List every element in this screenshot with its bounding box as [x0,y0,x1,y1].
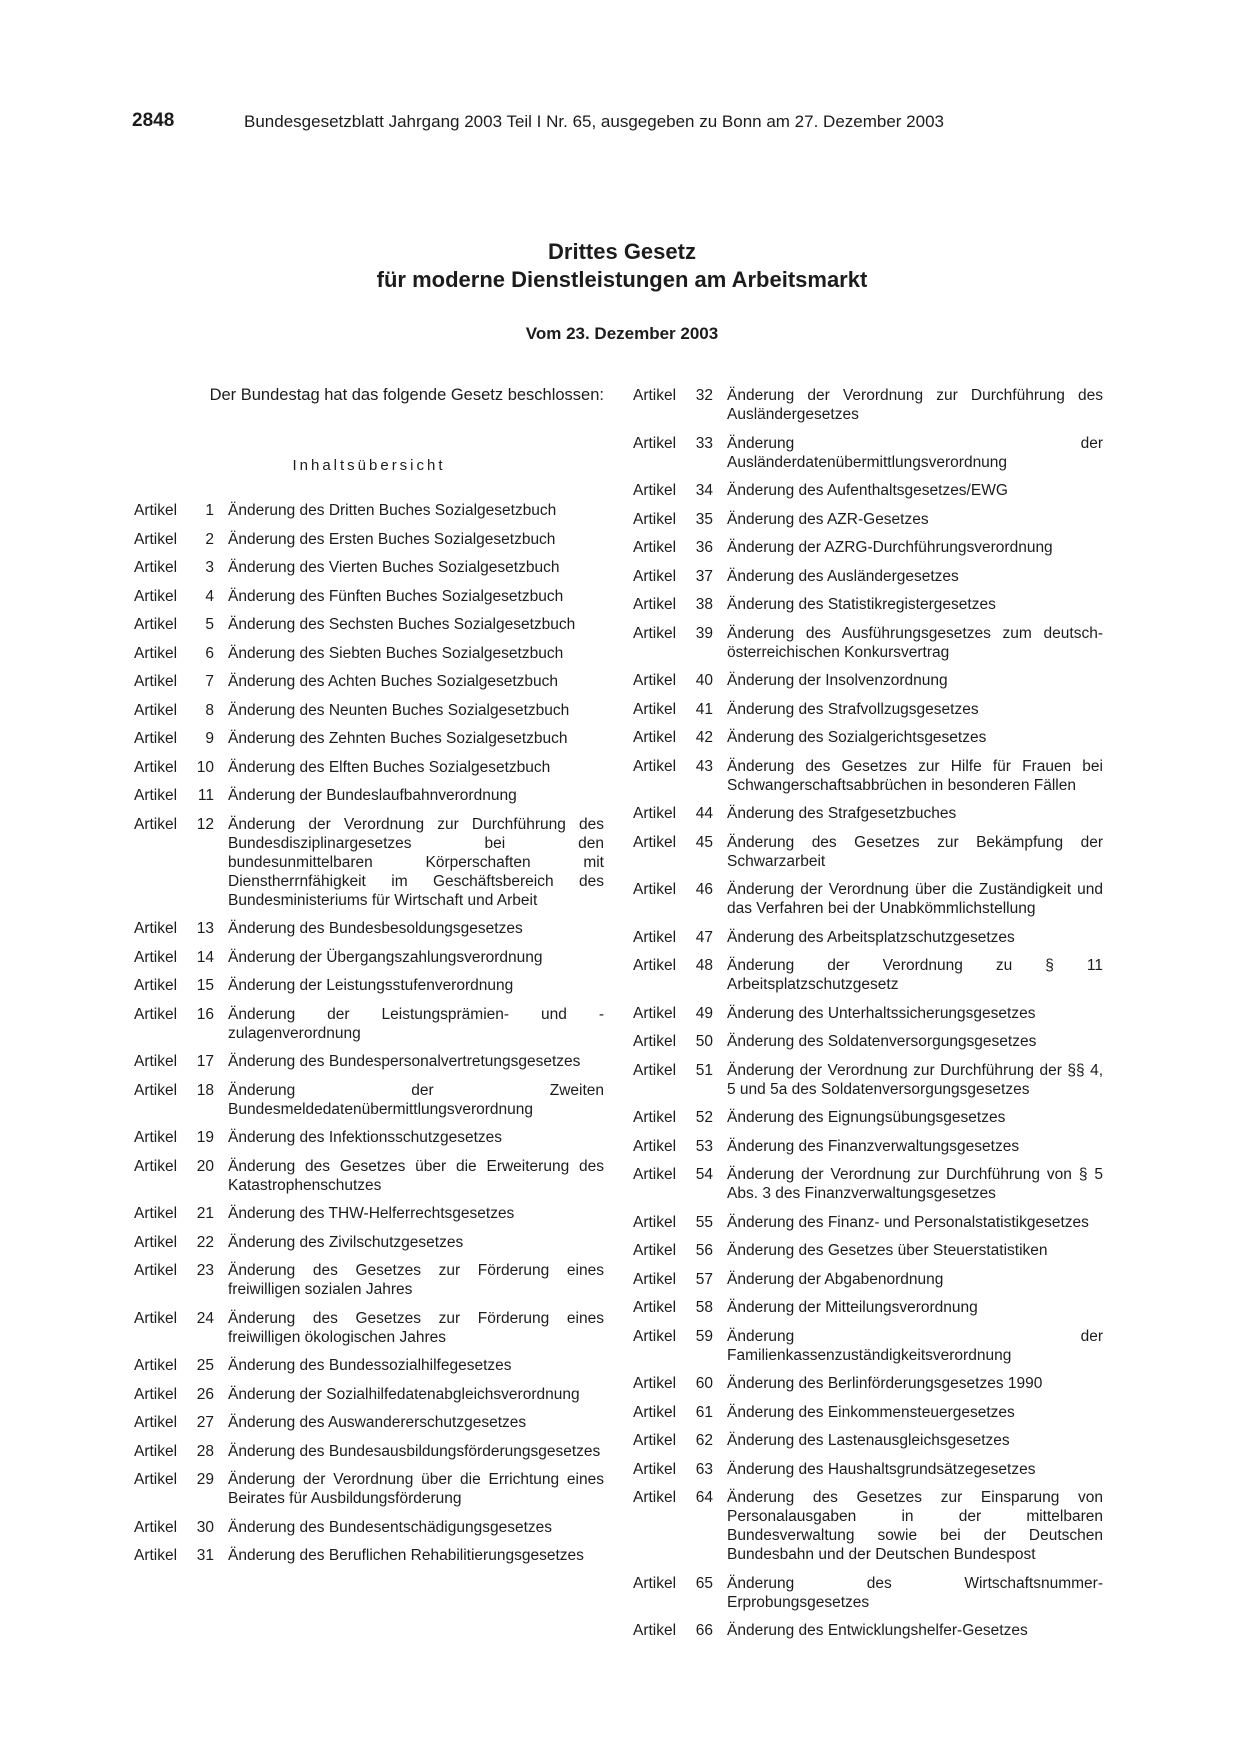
article-entry [633,956,1103,994]
article-entry [134,919,604,938]
article-entry [134,615,604,634]
article-title: Änderung des Gesetzes über die Erweiterung des Katastrophenschutzes [228,1157,604,1194]
article-title: Änderung der Bundeslaufbahnverordnung [228,787,517,804]
article-number: 51 [695,1061,713,1079]
article-title: Änderung der Insolvenzordnung [727,672,948,689]
article-label: Artikel [134,1081,178,1099]
article-title: Änderung des Fünften Buches Sozialgesetzbuch [228,587,564,605]
article-entry [633,1374,1103,1393]
article-number: 55 [695,1213,713,1231]
law-title-line-1: Drittes Gesetz [548,239,696,264]
article-entry [134,786,604,805]
article-entry [134,1385,604,1404]
article-label: Artikel [633,881,677,898]
article-label: Artikel [633,672,677,689]
article-title: Änderung des Dritten Buches Sozialgesetzbuch [228,502,557,519]
article-title: Änderung der Abgabenordnung [727,1270,944,1288]
article-title: Änderung des AZR-Gesetzes [727,510,929,528]
article-label: Artikel [134,1414,178,1431]
article-number: 48 [695,957,713,974]
article-label: Artikel [134,1005,178,1023]
article-entry [134,1309,604,1347]
article-label: Artikel [134,1157,178,1175]
article-title: Änderung der Zweiten Bundesmeldedatenübermittlungsverordnung [228,1081,604,1118]
article-label: Artikel [134,1309,178,1327]
article-number: 30 [196,1518,214,1536]
article-number: 10 [196,758,214,776]
article-entry [134,976,604,995]
article-entry [633,1460,1103,1479]
article-entry [633,1403,1103,1422]
article-title: Änderung des THW-Helferrechtsgesetzes [228,1205,515,1222]
article-label: Artikel [633,833,677,851]
article-title: Änderung des Strafgesetzbuches [727,805,957,822]
article-label: Artikel [633,1432,677,1449]
article-label: Artikel [134,1053,178,1070]
article-number: 60 [695,1375,713,1392]
left-column [134,386,604,1575]
article-label: Artikel [134,673,178,690]
article-number: 13 [196,920,214,937]
article-number: 66 [695,1622,713,1639]
article-title: Änderung der Verordnung zur Durchführung des Bundesdisziplinargesetzes bei den bundesunmittelbaren Körperschaften mit Dienstherrnfähigkeit im Geschäftsbereich des Bundesministeriums für Wirtschaft und Arbeit [228,815,604,909]
article-label: Artikel [633,957,677,974]
article-number: 2 [205,530,214,548]
article-entry [633,595,1103,614]
article-entry [134,1005,604,1043]
article-entry [633,1327,1103,1365]
law-date: Vom 23. Dezember 2003 [525,324,719,343]
article-number: 15 [196,977,214,994]
article-title: Änderung des Eignungsübungsgesetzes [727,1109,1006,1126]
article-number: 36 [695,539,713,556]
article-label: Artikel [633,539,677,556]
article-label: Artikel [633,1242,677,1259]
article-label: Artikel [134,587,178,605]
article-entry [134,1518,604,1537]
article-entry [633,880,1103,918]
article-number: 11 [197,787,214,804]
article-label: Artikel [134,1442,178,1460]
article-label: Artikel [633,1061,677,1079]
article-entry [134,815,604,910]
article-entry [633,1108,1103,1127]
article-title: Änderung der Verordnung zur Durchführung von § 5 Abs. 3 des Finanzverwaltungsgesetzes [727,1166,1103,1202]
article-label: Artikel [134,616,178,633]
article-number: 14 [196,948,214,966]
article-label: Artikel [633,1375,677,1392]
article-number: 39 [695,624,713,642]
article-title: Änderung des Zehnten Buches Sozialgesetzbuch [228,730,568,747]
page-header [132,110,1112,136]
article-title: Änderung des Sozialgerichtsgesetzes [727,729,987,746]
article-number: 61 [695,1403,713,1421]
article-number: 50 [695,1033,713,1050]
article-title: Änderung des Bundessozialhilfegesetzes [228,1357,512,1374]
article-label: Artikel [633,567,677,585]
article-entry [633,1574,1103,1612]
article-entry [633,567,1103,586]
article-label: Artikel [134,948,178,966]
article-number: 31 [196,1547,214,1564]
article-label: Artikel [633,624,677,642]
article-number: 59 [695,1327,713,1345]
article-entry [633,833,1103,871]
article-title: Änderung des Strafvollzugsgesetzes [727,700,979,718]
preamble: Der Bundestag hat das folgende Gesetz beschlossen: [209,386,604,404]
article-label: Artikel [633,1327,677,1345]
article-title: Änderung des Vierten Buches Sozialgesetzbuch [228,559,560,576]
article-label: Artikel [633,1299,677,1316]
article-label: Artikel [633,928,677,946]
article-number: 9 [205,730,214,747]
article-entry [134,1081,604,1119]
article-entry [633,928,1103,947]
article-entry [134,587,604,606]
article-label: Artikel [633,482,677,499]
article-number: 25 [196,1357,214,1374]
article-number: 63 [695,1460,713,1478]
article-number: 56 [695,1242,713,1259]
article-label: Artikel [134,530,178,548]
article-title: Änderung des Beruflichen Rehabilitierungsgesetzes [228,1547,584,1564]
article-entry [134,1204,604,1223]
article-label: Artikel [633,700,677,718]
article-title: Änderung der Verordnung zu § 11 Arbeitsplatzschutzgesetz [727,957,1103,993]
article-title: Änderung des Gesetzes über Steuerstatistiken [727,1242,1048,1259]
article-entry [134,948,604,967]
article-label: Artikel [633,1004,677,1022]
article-number: 65 [695,1574,713,1592]
article-label: Artikel [134,758,178,776]
article-title: Änderung der Übergangszahlungsverordnung [228,948,543,966]
toc-heading: Inhaltsübersicht [292,457,446,474]
article-entry [134,1470,604,1508]
article-title: Änderung des Arbeitsplatzschutzgesetzes [727,928,1015,946]
article-title: Änderung der Familienkassenzuständigkeitsverordnung [727,1327,1103,1364]
article-number: 47 [695,928,713,946]
article-title: Änderung des Ausländergesetzes [727,567,959,585]
article-number: 64 [695,1489,713,1506]
article-entry [633,700,1103,719]
article-entry [134,1233,604,1252]
article-title: Änderung der Ausländerdatenübermittlungsverordnung [727,434,1103,471]
article-list-left [134,501,604,1565]
article-title: Änderung des Gesetzes zur Förderung eines freiwilligen ökologischen Jahres [228,1309,604,1346]
article-number: 12 [196,815,214,833]
running-title: Bundesgesetzblatt Jahrgang 2003 Teil I Nr. 65, ausgegeben zu Bonn am 27. Dezember 2003 [244,112,944,131]
article-title: Änderung des Gesetzes zur Hilfe für Frauen bei Schwangerschaftsabbrüchen in besonderen Fällen [727,757,1103,794]
article-title: Änderung des Bundespersonalvertretungsgesetzes [228,1053,581,1070]
article-label: Artikel [134,1262,178,1279]
article-label: Artikel [633,1460,677,1478]
article-title: Änderung des Auswandererschutzgesetzes [228,1414,527,1431]
article-title: Änderung der Verordnung über die Errichtung eines Beirates für Ausbildungsförderung [228,1471,604,1507]
article-title: Änderung des Statistikregistergesetzes [727,596,996,613]
article-entry [633,624,1103,662]
article-label: Artikel [633,1109,677,1126]
article-number: 6 [205,644,214,662]
article-entry [633,1137,1103,1156]
article-label: Artikel [633,1033,677,1050]
law-title-line-2: für moderne Dienstleistungen am Arbeitsmarkt [376,267,868,292]
article-title: Änderung des Bundesentschädigungsgesetzes [228,1518,553,1536]
article-number: 29 [196,1471,214,1488]
article-entry [633,1431,1103,1450]
article-entry [633,1241,1103,1260]
article-number: 4 [205,587,214,605]
article-label: Artikel [633,1489,677,1506]
article-title: Änderung des Finanzverwaltungsgesetzes [727,1137,1020,1155]
article-entry [134,1157,604,1195]
article-label: Artikel [134,559,178,576]
article-entry [633,804,1103,823]
article-entry [134,501,604,520]
article-title: Änderung des Neunten Buches Sozialgesetzbuch [228,701,570,719]
article-number: 20 [196,1157,214,1175]
article-number: 58 [695,1299,713,1316]
article-entry [134,1261,604,1299]
article-title: Änderung des Bundesbesoldungsgesetzes [228,920,523,937]
article-label: Artikel [134,815,178,833]
article-entry [633,1298,1103,1317]
article-title: Änderung des Bundesausbildungsförderungsgesetzes [228,1442,601,1460]
article-entry [633,386,1103,424]
article-entry [134,644,604,663]
article-label: Artikel [134,1518,178,1536]
article-title: Änderung des Berlinförderungsgesetzes 1990 [727,1375,1043,1392]
article-title: Änderung des Unterhaltssicherungsgesetzes [727,1004,1036,1022]
article-title: Änderung des Entwicklungshelfer-Gesetzes [727,1622,1028,1639]
article-number: 45 [695,833,713,851]
article-number: 53 [695,1137,713,1155]
article-label: Artikel [633,729,677,746]
article-entry [134,701,604,720]
article-entry [134,758,604,777]
article-title: Änderung des Zivilschutzgesetzes [228,1233,464,1251]
article-number: 44 [695,805,713,822]
article-title: Änderung des Infektionsschutzgesetzes [228,1129,503,1146]
article-number: 32 [695,387,713,404]
article-entry [134,1546,604,1565]
article-label: Artikel [134,1205,178,1222]
article-entry [633,1213,1103,1232]
article-number: 22 [196,1233,214,1251]
article-title: Änderung der AZRG-Durchführungsverordnung [727,539,1053,556]
article-label: Artikel [633,757,677,775]
article-label: Artikel [633,1622,677,1639]
article-entry [134,729,604,748]
article-number: 54 [695,1166,713,1183]
article-title: Änderung des Sechsten Buches Sozialgesetzbuch [228,616,576,633]
article-label: Artikel [633,387,677,404]
article-label: Artikel [134,1233,178,1251]
article-label: Artikel [633,434,677,452]
article-entry [633,1061,1103,1099]
article-label: Artikel [633,1403,677,1421]
article-title: Änderung des Finanz- und Personalstatistikgesetzes [727,1213,1089,1231]
article-entry [633,481,1103,500]
law-title-block [0,238,1244,344]
article-number: 21 [196,1205,214,1222]
article-entry [633,728,1103,747]
article-label: Artikel [633,1574,677,1592]
article-title: Änderung der Verordnung zur Durchführung des Ausländergesetzes [727,387,1103,423]
article-number: 34 [695,482,713,499]
article-label: Artikel [134,502,178,519]
article-label: Artikel [134,730,178,747]
article-title: Änderung des Achten Buches Sozialgesetzbuch [228,673,559,690]
article-number: 17 [196,1053,214,1070]
article-number: 40 [695,672,713,689]
article-label: Artikel [134,787,178,804]
article-label: Artikel [633,1213,677,1231]
article-number: 57 [695,1270,713,1288]
article-label: Artikel [134,1385,178,1403]
article-number: 26 [196,1385,214,1403]
article-entry [633,1488,1103,1564]
article-label: Artikel [633,1270,677,1288]
article-number: 18 [196,1081,214,1099]
article-label: Artikel [134,1129,178,1146]
article-number: 23 [196,1262,214,1279]
article-number: 3 [205,559,214,576]
article-entry [633,1032,1103,1051]
article-number: 27 [196,1414,214,1431]
article-number: 5 [205,616,214,633]
article-number: 33 [695,434,713,452]
article-entry [134,1356,604,1375]
article-title: Änderung des Gesetzes zur Förderung eines freiwilligen sozialen Jahres [228,1262,604,1298]
article-entry [134,530,604,549]
article-entry [633,671,1103,690]
article-label: Artikel [134,977,178,994]
article-label: Artikel [134,644,178,662]
article-number: 19 [196,1129,214,1146]
article-entry [633,510,1103,529]
article-number: 35 [695,510,713,528]
article-title: Änderung der Leistungsprämien- und -zulagenverordnung [228,1005,604,1042]
article-title: Änderung des Wirtschaftsnummer-Erprobungsgesetzes [727,1574,1103,1611]
article-entry [134,672,604,691]
article-entry [134,1052,604,1071]
article-title: Änderung des Gesetzes zur Bekämpfung der Schwarzarbeit [727,833,1103,870]
article-number: 62 [695,1432,713,1449]
article-number: 49 [695,1004,713,1022]
article-entry [134,1413,604,1432]
article-number: 41 [695,700,713,718]
article-label: Artikel [134,920,178,937]
article-number: 8 [205,701,214,719]
right-column [633,386,1103,1650]
article-list-right [633,386,1103,1640]
article-entry [633,757,1103,795]
article-entry [633,1270,1103,1289]
article-entry [633,1165,1103,1203]
article-entry [134,1128,604,1147]
article-title: Änderung des Einkommensteuergesetzes [727,1403,1015,1421]
article-label: Artikel [633,596,677,613]
article-title: Änderung des Haushaltsgrundsätzegesetzes [727,1460,1036,1478]
article-label: Artikel [134,1357,178,1374]
article-number: 24 [196,1309,214,1327]
article-number: 38 [695,596,713,613]
article-label: Artikel [633,1137,677,1155]
article-title: Änderung der Mitteilungsverordnung [727,1299,978,1316]
article-label: Artikel [633,805,677,822]
article-title: Änderung der Verordnung über die Zuständigkeit und das Verfahren bei der Unabkömmlichstellung [727,881,1103,917]
article-title: Änderung der Leistungsstufenverordnung [228,977,514,994]
article-title: Änderung der Verordnung zur Durchführung der §§ 4, 5 und 5a des Soldatenversorgungsgesetzes [727,1061,1103,1098]
article-title: Änderung des Aufenthaltsgesetzes/EWG [727,482,1008,499]
article-number: 1 [205,502,214,519]
article-label: Artikel [134,1547,178,1564]
article-label: Artikel [633,1166,677,1183]
article-entry [633,434,1103,472]
article-label: Artikel [134,1471,178,1488]
article-number: 43 [695,757,713,775]
article-entry [633,1004,1103,1023]
article-number: 28 [196,1442,214,1460]
article-entry [134,558,604,577]
article-title: Änderung der Sozialhilfedatenabgleichsverordnung [228,1385,580,1403]
article-title: Änderung des Ersten Buches Sozialgesetzbuch [228,530,556,548]
article-entry [633,1621,1103,1640]
article-title: Änderung des Siebten Buches Sozialgesetzbuch [228,644,564,662]
article-title: Änderung des Soldatenversorgungsgesetzes [727,1033,1037,1050]
article-label: Artikel [633,510,677,528]
article-number: 52 [695,1109,713,1126]
article-number: 7 [205,673,214,690]
article-entry [633,538,1103,557]
article-number: 16 [196,1005,214,1023]
article-number: 37 [695,567,713,585]
article-number: 46 [695,881,713,898]
article-entry [134,1442,604,1461]
article-label: Artikel [134,701,178,719]
article-title: Änderung des Gesetzes zur Einsparung von Personalausgaben in der mittelbaren Bundesverwaltung sowie bei der Deutschen Bundesbahn und der Deutschen Bundespost [727,1489,1103,1563]
article-title: Änderung des Elften Buches Sozialgesetzbuch [228,758,551,776]
article-number: 42 [695,729,713,746]
article-title: Änderung des Lastenausgleichsgesetzes [727,1432,1010,1449]
article-title: Änderung des Ausführungsgesetzes zum deutsch-österreichischen Konkursvertrag [727,624,1103,661]
page-number: 2848 [132,110,175,131]
